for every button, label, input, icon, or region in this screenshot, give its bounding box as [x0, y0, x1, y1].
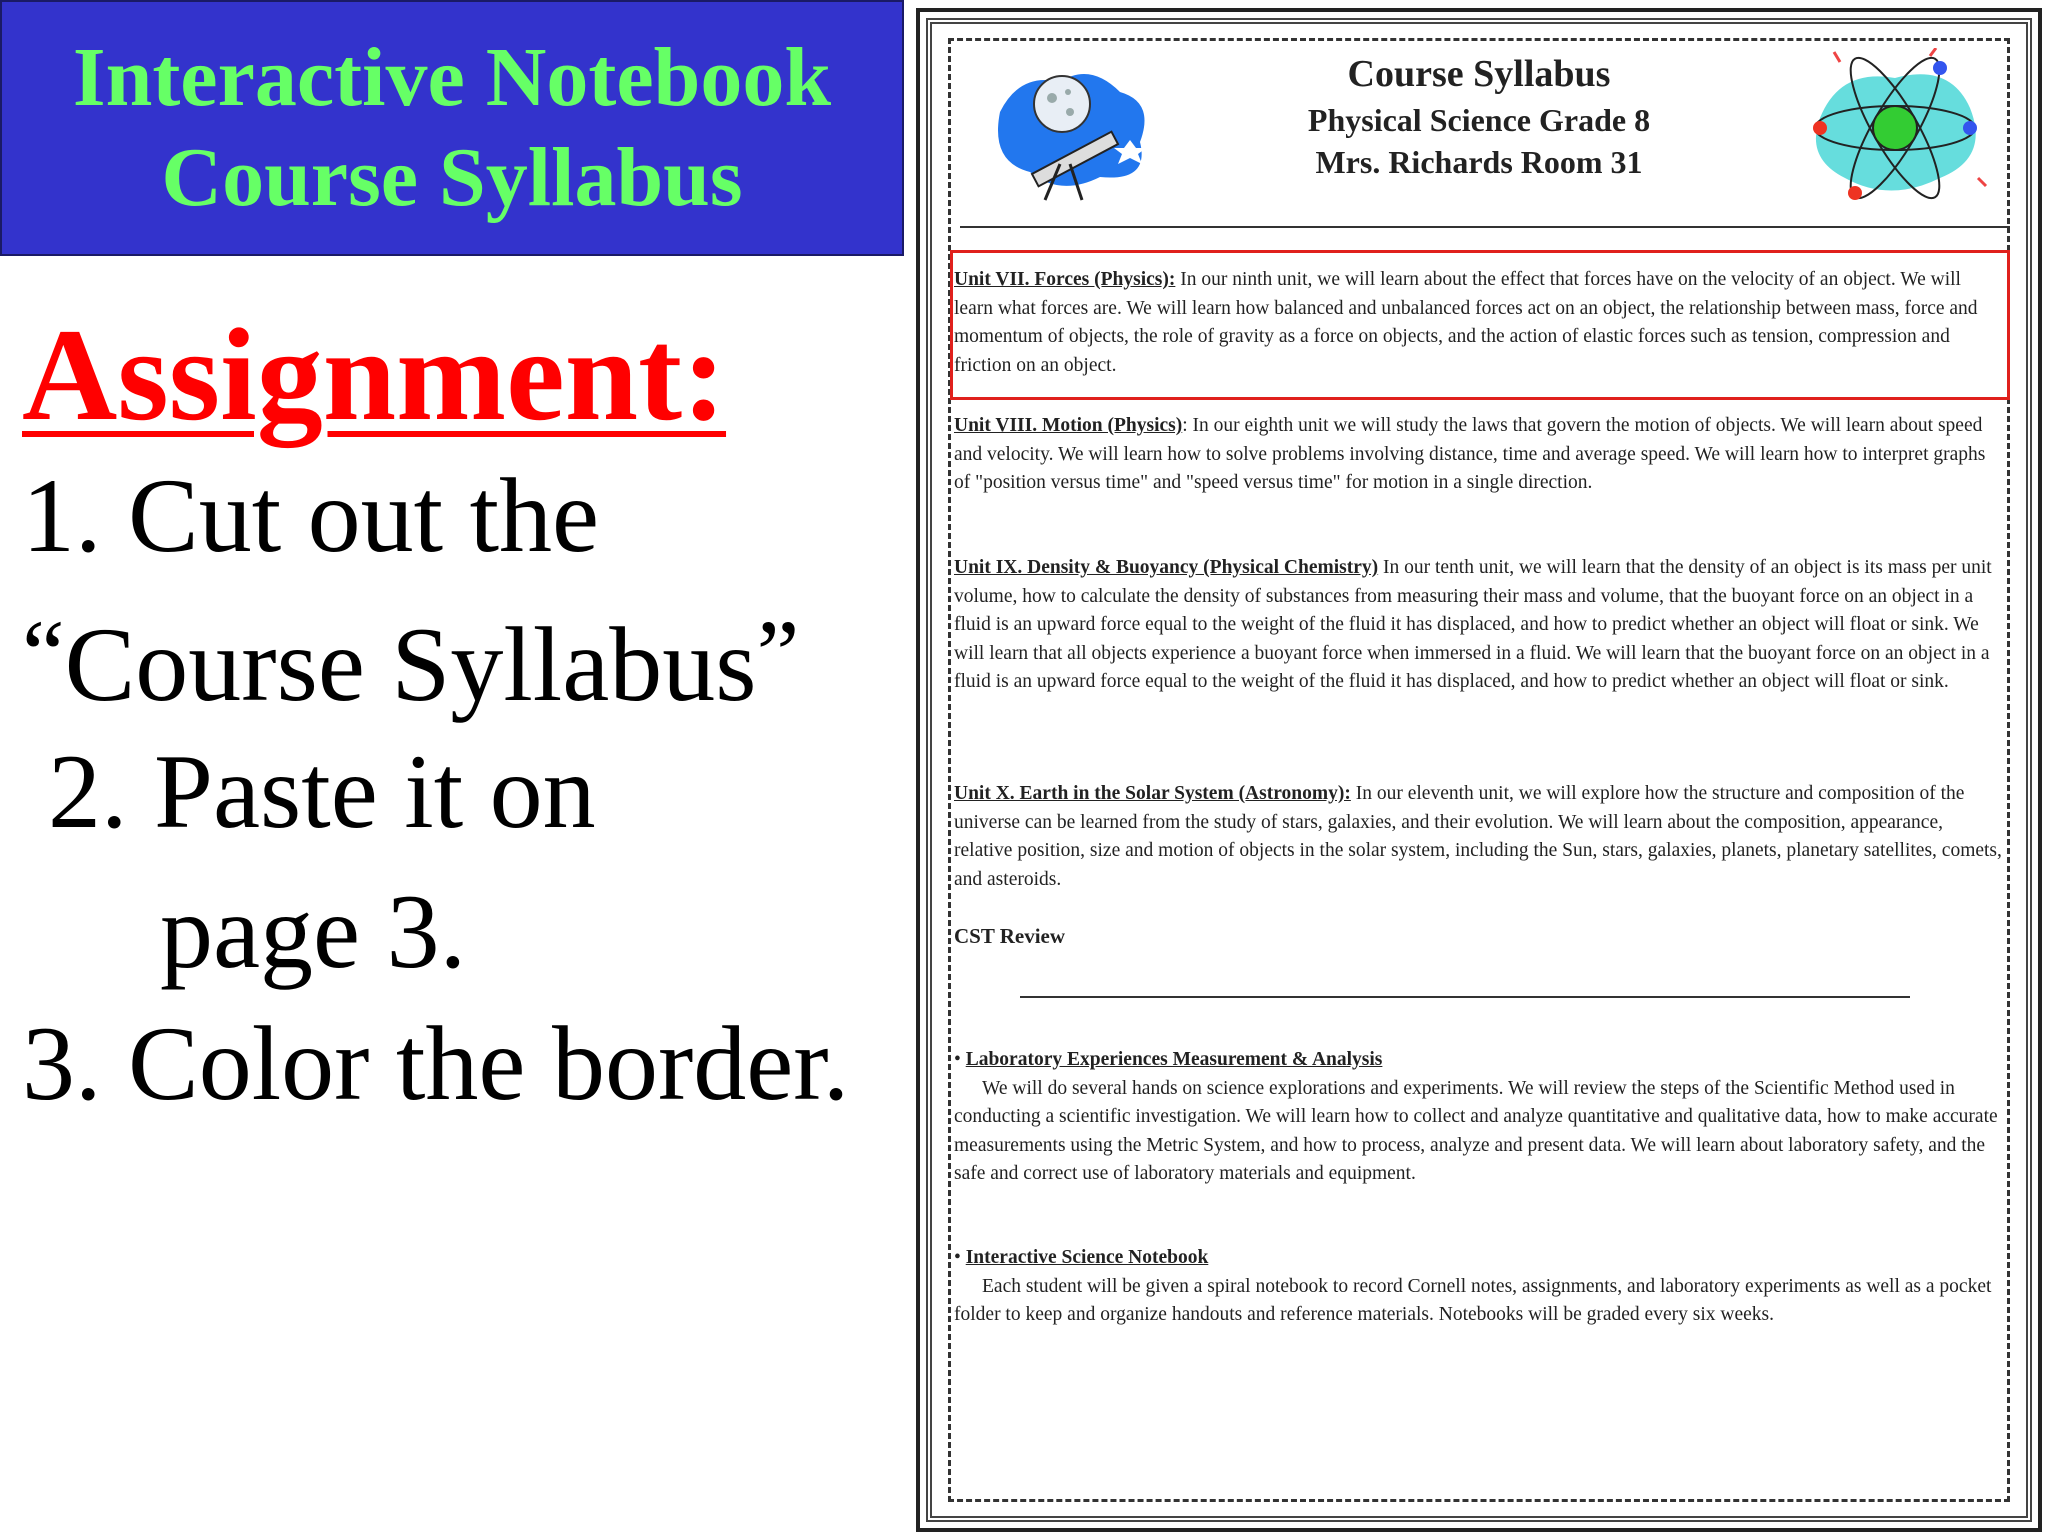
step-1-quoted: Course Syllabus: [64, 606, 757, 723]
lab-body: We will do several hands on science explorations and experiments. We will review the steps of the Scientific Method used in conducting a scientific investigation. We will learn how to collect and analyze quantitative and qualitative data, how to make accurate measurements using the Metric System, and how to process, analyze and present data. We will learn about laboratory safety, and the safe and correct use of laboratory materials and equipment.: [954, 1077, 1998, 1184]
step-1-line-1: 1. Cut out the: [22, 457, 600, 574]
unit-7-body: In our ninth unit, we will learn about the effect that forces have on the velocity of an object. We will learn what forces are. We will learn how balanced and unbalanced forces act on an object, the relationship between mass, force and momentum of objects, the role of gravity as a force on objects, and the action of elastic forces such as tension, compression and friction on an object.: [954, 269, 1978, 376]
syllabus-sheet: [916, 8, 2042, 1532]
step-2-line-2: page 3.: [160, 873, 467, 990]
step-1-line-2: [22, 594, 799, 725]
step-3: 3. Color the border.: [22, 1005, 850, 1122]
close-quote: ”: [756, 600, 800, 707]
unit-9-body: In our tenth unit, we will learn that the density of an object is its mass per unit volume, how to calculate the density of substances from measuring their mass and volume, that the buoyant force on an object in a fluid is an upward force equal to the weight of the fluid it has displaced, and how to predict whether an object will float or sink. We will learn that all objects experience a buoyant force when immersed in a fluid. We will learn that the buoyant force on an object in a fluid is an upward force equal to the weight of the fluid it has displaced, and how to predict whether an object will float or sink.: [954, 557, 1992, 692]
unit-9: [954, 554, 2004, 697]
notebook-section: [954, 1244, 2004, 1330]
unit-7: [954, 266, 2004, 380]
assignment-heading: Assignment:: [22, 301, 727, 448]
title-line-1: Interactive Notebook: [72, 31, 832, 124]
title-banner: [0, 0, 904, 256]
lab-section: [954, 1046, 2004, 1189]
unit-10: [954, 780, 2004, 894]
blank-line: [1020, 996, 1910, 998]
unit-10-body: In our eleventh unit, we will explore how the structure and composition of the universe can be learned from the study of stars, galaxies, and their evolution. We will learn about the composition, appearance, relative position, size and motion of objects in the solar system, including the Sun, stars, galaxies, planets, planetary satellites, comets, and asteroids.: [954, 783, 2002, 890]
notebook-bullet: •: [954, 1247, 966, 1268]
unit-8-body: : In our eighth unit we will study the laws that govern the motion of objects. We will learn about speed and velocity. We will learn how to solve problems involving distance, time and average speed. We will learn how to interpret graphs of "position versus time" and "speed versus time" for motion in a single direction.: [954, 415, 1986, 493]
unit-8: [954, 412, 2004, 498]
unit-8-heading: Unit VIII. Motion (Physics): [954, 415, 1183, 436]
unit-10-heading: Unit X. Earth in the Solar System (Astronomy):: [954, 783, 1351, 804]
notebook-heading: Interactive Science Notebook: [965, 1247, 1209, 1268]
title-line-2: Course Syllabus: [161, 131, 743, 224]
lab-bullet: •: [954, 1049, 966, 1070]
notebook-body: Each student will be given a spiral notebook to record Cornell notes, assignments, and laboratory experiments as well as a pocket folder to keep and organize handouts and reference materials. Notebooks will be graded every six weeks.: [954, 1275, 1992, 1325]
step-2-line-1: 2. Paste it on: [48, 733, 596, 850]
course-name: Physical Science Grade 8: [1307, 102, 1651, 138]
teacher-room: Mrs. Richards Room 31: [1315, 144, 1643, 180]
syllabus-title: Course Syllabus: [1347, 53, 1611, 95]
header-divider: [960, 226, 2010, 228]
lab-heading: Laboratory Experiences Measurement & Analysis: [965, 1049, 1383, 1070]
unit-9-heading: Unit IX. Density & Buoyancy (Physical Chemistry): [954, 557, 1379, 578]
cst-review: CST Review: [954, 924, 1066, 948]
open-quote: “: [22, 600, 65, 707]
unit-7-heading: Unit VII. Forces (Physics):: [954, 269, 1176, 290]
